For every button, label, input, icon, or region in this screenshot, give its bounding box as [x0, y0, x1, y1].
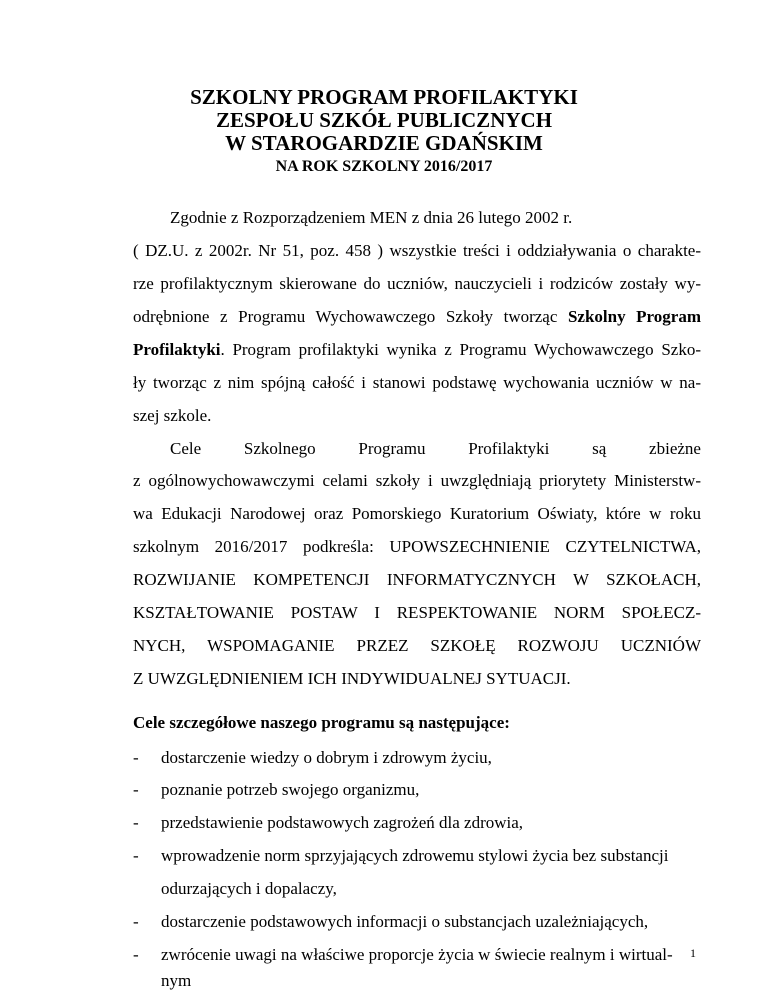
word-sa: są [592, 439, 607, 458]
goal-item-text: dostarczenie podstawowych informacji o substancjach uzależniających, [161, 912, 649, 931]
title-line-3: W STAROGARDZIE GDAŃSKIM [225, 131, 543, 155]
paragraph1-line-5 [133, 339, 701, 361]
word-zbiezne: zbieżne [649, 439, 701, 458]
paragraph1-line-6: ły tworząc z nim spójną całość i stanowi podstawę wychowania uczniów w na- [133, 373, 701, 392]
dash-marker: - [133, 846, 139, 865]
program-name-bold-1: Szkolny Program [567, 307, 701, 326]
dash-marker: - [133, 912, 139, 931]
goal-item-text: przedstawienie podstawowych zagrożeń dla zdrowia, [161, 813, 524, 832]
paragraph1-line-1: Zgodnie z Rozporządzeniem MEN z dnia 26 lutego 2002 r. [170, 208, 573, 227]
title-line-2: ZESPOŁU SZKÓŁ PUBLICZNYCH [215, 108, 553, 132]
goal-item-text: poznanie potrzeb swojego organizmu, [161, 780, 420, 799]
paragraph1-line-4-text: odrębnione z Programu Wychowawczego Szkoły tworząc [133, 307, 568, 326]
page-number: 1 [690, 946, 696, 960]
paragraph2-line-5: ROZWIJANIE KOMPETENCJI INFORMATYCZNYCH W SZKOŁACH, [133, 570, 701, 589]
dash-marker: - [133, 945, 139, 964]
paragraph1-line-2: ( DZ.U. z 2002r. Nr 51, poz. 458 ) wszystkie treści i oddziaływania o charakte- [133, 241, 701, 260]
word-profilaktyki: Profilaktyki [468, 439, 550, 458]
dash-marker: - [133, 813, 139, 832]
goal-item-6-continuation: nym [161, 971, 192, 990]
paragraph1-line-7: szej szkole. [133, 406, 212, 425]
title-school-year: NA ROK SZKOLNY 2016/2017 [275, 158, 493, 175]
goal-item-text: dostarczenie wiedzy o dobrym i zdrowym życiu, [161, 748, 492, 767]
paragraph1-line-5-text: . Program profilaktyki wynika z Programu Wychowawczego Szko- [220, 340, 701, 359]
word-cele: Cele [170, 439, 202, 458]
title-line-1: SZKOLNY PROGRAM PROFILAKTYKI [190, 85, 578, 109]
paragraph2-line-4: szkolnym 2016/2017 podkreśla: UPOWSZECHNIENIE CZYTELNICTWA, [133, 537, 701, 556]
paragraph2-line-2: z ogólnowychowawczymi celami szkoły i uwzględniają priorytety Ministerstw- [133, 471, 701, 490]
paragraph2-line-6: KSZTAŁTOWANIE POSTAW I RESPEKTOWANIE NORM SPOŁECZ- [133, 603, 701, 622]
word-programu: Programu [358, 439, 426, 458]
paragraph2-line-1 [170, 438, 701, 460]
goal-item-text: zwrócenie uwagi na właściwe proporcje życia w świecie realnym i wirtual- [161, 945, 673, 964]
paragraph2-line-8: Z UWZGLĘDNIENIEM ICH INDYWIDUALNEJ SYTUACJI. [133, 669, 571, 688]
goals-heading: Cele szczegółowe naszego programu są następujące: [133, 713, 510, 732]
paragraph1-line-4 [133, 306, 701, 328]
paragraph2-line-3: wa Edukacji Narodowej oraz Pomorskiego Kuratorium Oświaty, które w roku [133, 504, 701, 523]
paragraph2-line-7: NYCH, WSPOMAGANIE PRZEZ SZKOŁĘ ROZWOJU UCZNIÓW [133, 636, 701, 655]
goal-item-4-continuation: odurzających i dopalaczy, [161, 879, 337, 898]
paragraph1-line-3: rze profilaktycznym skierowane do uczniów, nauczycieli i rodziców zostały wy- [133, 274, 701, 293]
word-szkolnego: Szkolnego [243, 439, 316, 458]
goal-item-text: wprowadzenie norm sprzyjających zdrowemu stylowi życia bez substancji [161, 846, 669, 865]
dash-marker: - [133, 780, 139, 799]
program-name-bold-2: Profilaktyki [133, 340, 221, 359]
dash-marker: - [133, 748, 139, 767]
